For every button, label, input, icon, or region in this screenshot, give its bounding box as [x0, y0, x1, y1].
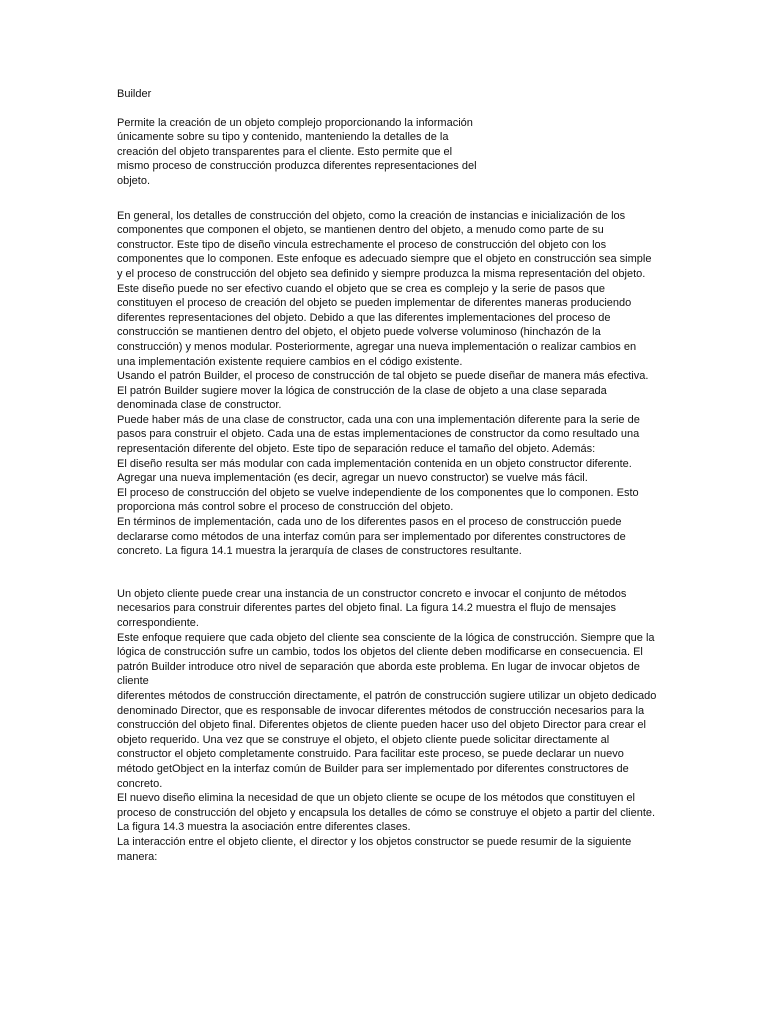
document-title: Builder — [117, 88, 152, 100]
paragraph: Usando el patrón Builder, el proceso de construcción de tal objeto se puede diseñar de manera más efectiva. El patrón Builder sugiere mover la lógica de construcción de la clase de objeto a una clase separada denominada clase de constructor. — [117, 370, 649, 412]
paragraph: En general, los detalles de construcción del objeto, como la creación de instancias e inicialización de los componentes que componen el objeto, se mantienen dentro del objeto, a menudo como parte de su constructor. Este tipo de diseño vincula estrechamente el proceso de construcción del objeto con los componentes que lo componen. Este enfoque es adecuado siempre que el objeto en construcción sea simple y el proceso de construcción del objeto sea definido y siempre produzca la misma representación del objeto. — [117, 209, 652, 280]
paragraph: Un objeto cliente puede crear una instancia de un constructor concreto e invocar el conjunto de métodos necesarios para construir diferentes partes del objeto final. La figura 14.2 muestra el flujo de mensajes correspondiente. — [117, 587, 627, 629]
paragraph: Este enfoque requiere que cada objeto del cliente sea consciente de la lógica de construcción. Siempre que la lógica de construcción sufre un cambio, todos los objetos del cliente deben modificarse en consecuencia. El patrón Builder introduce otro nivel de separación que aborda este problema. En lugar de invocar objetos de cliente — [117, 631, 655, 688]
intro-paragraph: Permite la creación de un objeto complejo proporcionando la información únicamente sobre su tipo y contenido, manteniendo la detalles de la creación del objeto transparentes para el cliente. Esto permite que el mismo proceso de construcción produzca diferentes representaciones del objeto. — [117, 116, 477, 187]
paragraph: Este diseño puede no ser efectivo cuando el objeto que se crea es complejo y la serie de pasos que constituyen el proceso de creación del objeto se pueden implementar de diferentes maneras produciendo diferentes representaciones del objeto. Debido a que las diferentes implementaciones del proceso de construcción se mantienen dentro del objeto, el objeto puede volverse voluminoso (hinchazón de la construcción) y menos modular. Posteriormente, agregar una nueva implementación o realizar cambios en una implementación existente requiere cambios en el código existente. — [117, 282, 637, 368]
paragraph: Puede haber más de una clase de constructor, cada una con una implementación diferente para la serie de pasos para construir el objeto. Cada una de estas implementaciones de constructor da como resultado una representación diferente del objeto. Este tipo de separación reduce el tamaño del objeto. Además: — [117, 413, 640, 456]
paragraph: El nuevo diseño elimina la necesidad de que un objeto cliente se ocupe de los métodos que constituyen el proceso de construcción del objeto y encapsula los detalles de cómo se construye el objeto a partir del cliente. La figura 14.3 muestra la asociación entre diferentes clases. — [117, 792, 656, 834]
paragraph: En términos de implementación, cada uno de los diferentes pasos en el proceso de construcción puede declararse como métodos de una interfaz común para ser implementado por diferentes constructores de concreto. La figura 14.1 muestra la jerarquía de clases de constructores resultante. — [117, 516, 626, 558]
paragraph: El proceso de construcción del objeto se vuelve independiente de los componentes que lo componen. Esto proporciona más control sobre el proceso de construcción del objeto. — [117, 486, 639, 514]
section-1 — [117, 209, 657, 559]
document-page — [117, 87, 657, 864]
paragraph: Agregar una nueva implementación (es decir, agregar un nuevo constructor) se vuelve más fácil. — [117, 472, 588, 485]
section-gap — [117, 559, 657, 587]
section-2 — [117, 587, 657, 864]
paragraph: diferentes métodos de construcción directamente, el patrón de construcción sugiere utilizar un objeto dedicado denominado Director, que es responsable de invocar diferentes métodos de construcción necesarios para la construcción del objeto final. Diferentes objetos de cliente pueden hacer uso del objeto Director para crear el objeto requerido. Una vez que se construye el objeto, el objeto cliente puede solicitar directamente al constructor el objeto completamente construido. Para facilitar este proceso, se puede declarar un nuevo método getObject en la interfaz común de Builder para ser implementado por diferentes constructores de concreto. — [117, 689, 657, 790]
paragraph: La interacción entre el objeto cliente, el director y los objetos constructor se puede resumir de la siguiente manera: — [117, 835, 632, 863]
paragraph: El diseño resulta ser más modular con cada implementación contenida en un objeto constructor diferente. — [117, 457, 632, 470]
